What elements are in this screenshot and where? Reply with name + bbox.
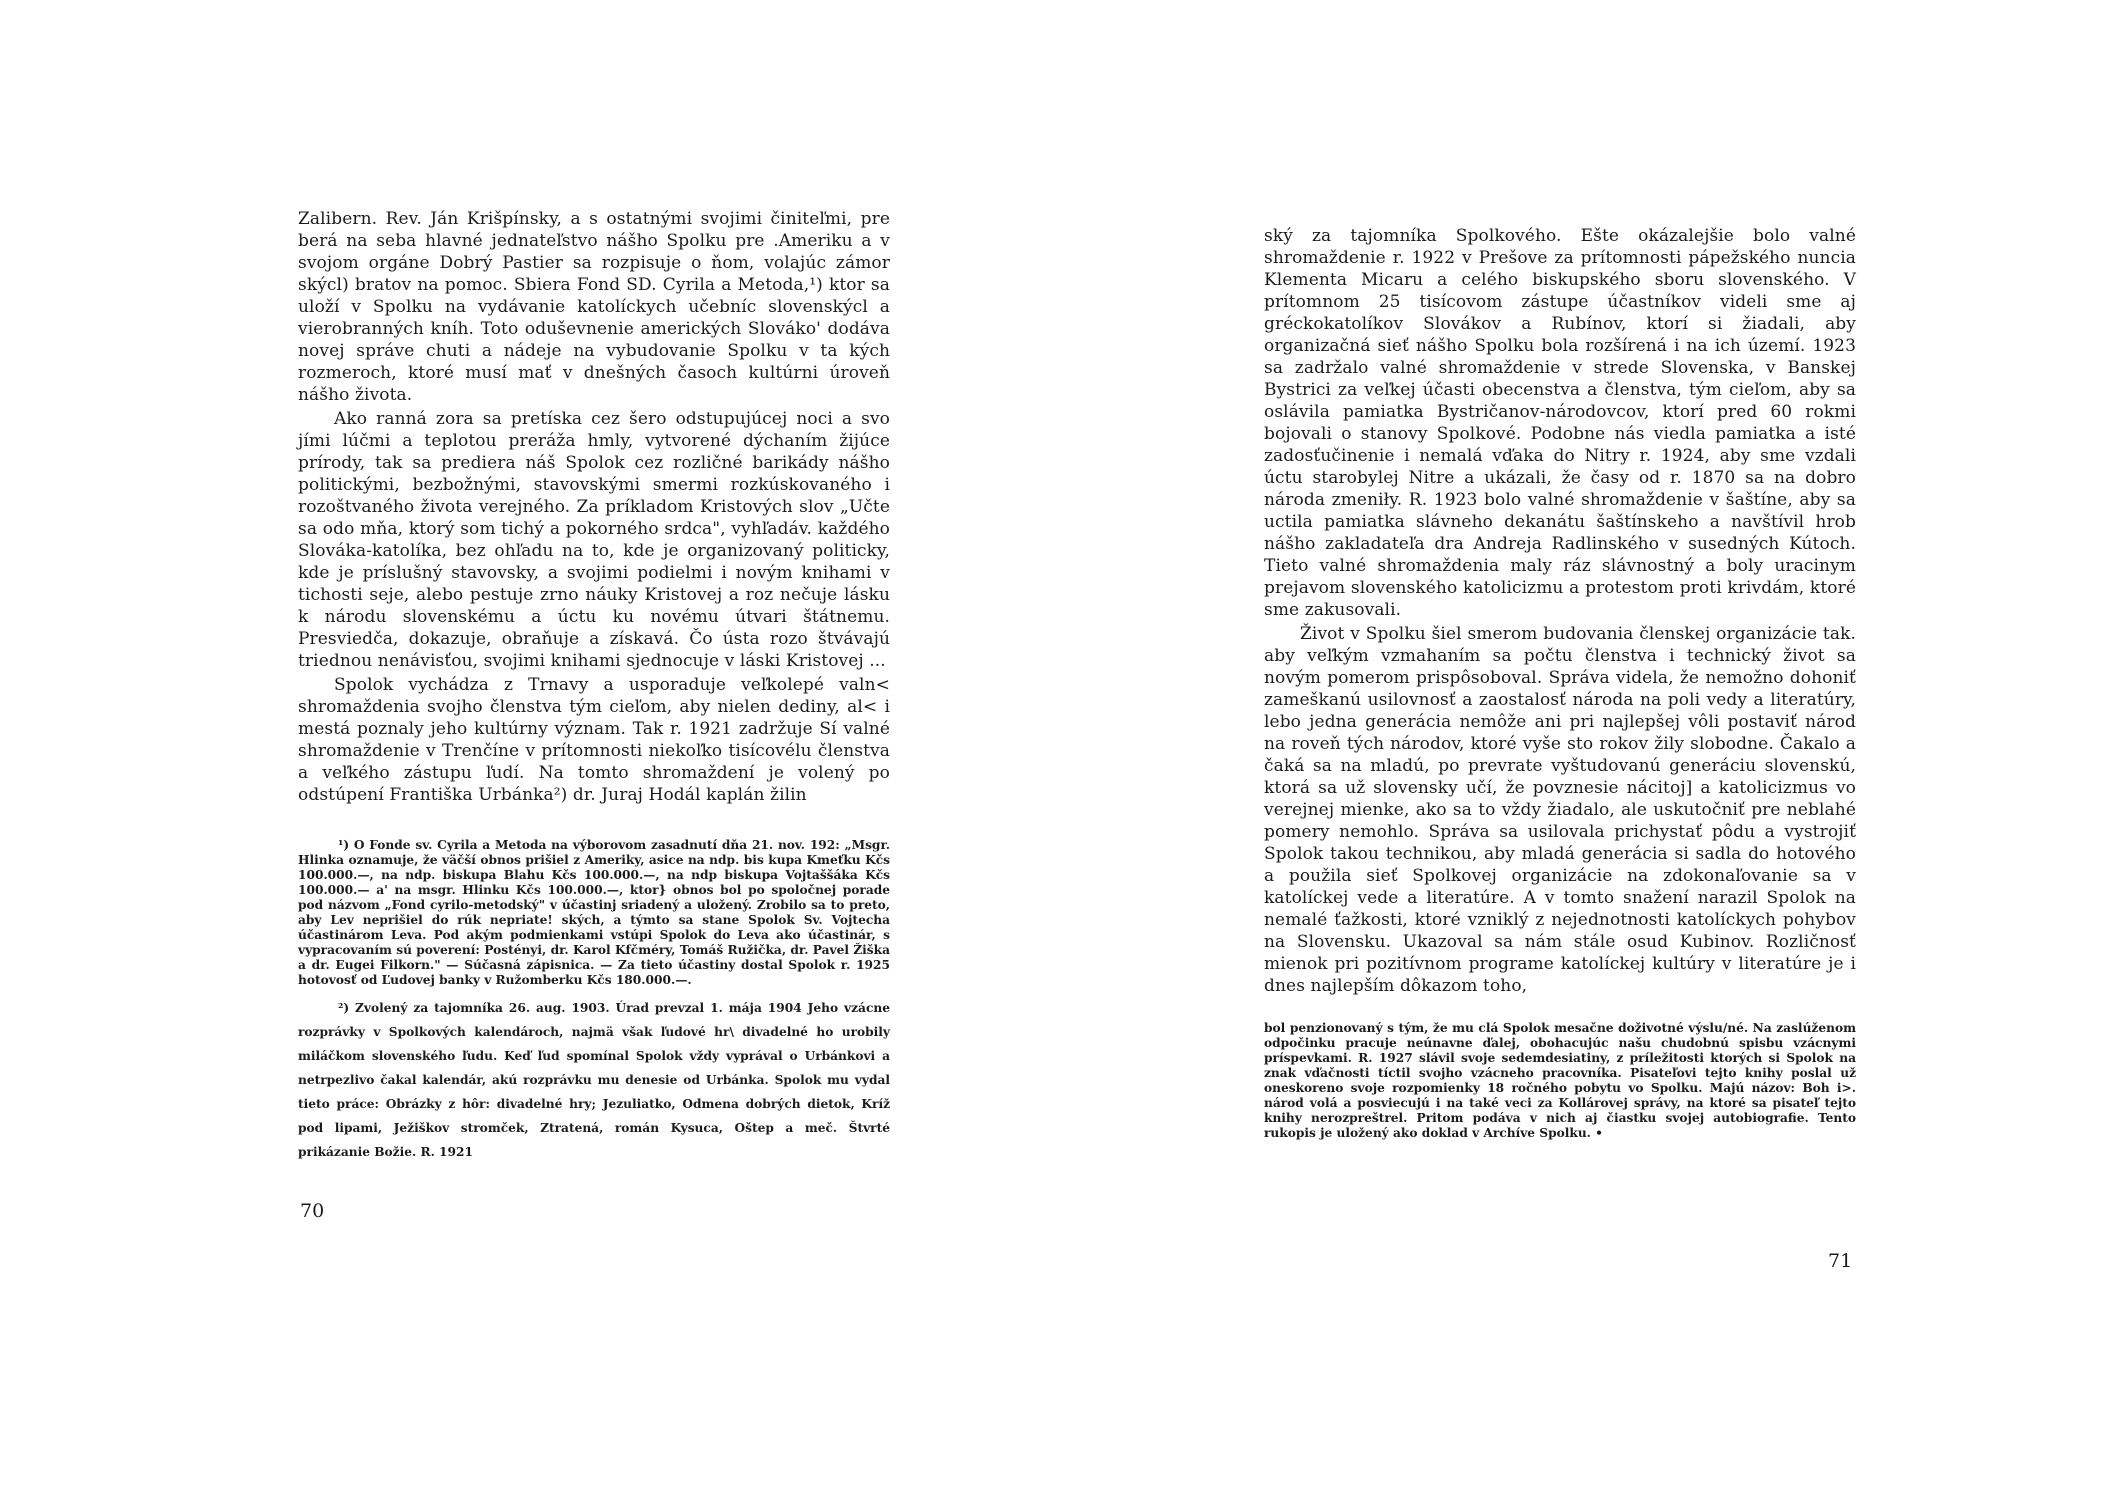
footnote-continued: bol penzionovaný s tým, že mu clá Spolok mesačne doživotné výslu/né. Na zaslúženom odpočinku pracuje neúnavne ďalej, obohacujúc našu chudobnú spisbu vzácnymi príspevkami. R. 1927 slávil svoje sedemdesiatiny, z príležitosti ktorých si Spolok na znak vďačnosti tíctil svojho vzácneho pracovníka. Pisateľovi tejto knihy poslal už oneskoreno svoje rozpomienky 18 ročného pobytu vo Spolku. Majú názov: Boh i>. národ volá a posviecujú i na také veci za Kollárovej správy, na ktoré sa pisateľ tejto knihy nerozpreštrel. Pritom podáva v nich aj čiastku svojej autobiografie. Tento rukopis je uložený ako doklad v Archíve Spolku. •: [1264, 1021, 1856, 1140]
paragraph: Ako ranná zora sa pretíska cez šero odstupujúcej noci a svo jími lúčmi a teplotou preráža hmly, vytvorené dýchaním žijúce prírody, tak sa prediera náš Spolok cez rozličné barikády nášho politickými, bezbožnými, stavovskými smermi rozkúskovaného i rozoštvaného života verejného. Za príkladom Kristových slov „Učte sa odo mňa, ktorý som tichý a pokorného srdca", vyhľadáv. každého Slováka-katolíka, bez ohľadu na to, kde je organizovaný politicky, kde je príslušný stavovsky, a svojimi podielmi i novým knihami v tichosti seje, alebo pestuje zrno náuky Kristovej a roz nečuje lásku k národu slovenskému a úctu ku novému útvari štátnemu. Presviedča, dokazuje, obraňuje a získavá. Čo ústa rozo štvávajú triednou nenávisťou, svojimi knihami sjednocuje v láski Kristovej ...: [298, 409, 890, 671]
paragraph: Život v Spolku šiel smerom budovania členskej organizácie tak. aby veľkým vzmahaním sa počtu členstva i technický život sa novým pomerom prispôsoboval. Správa videla, že nemožno dohoniť zameškanú usilovnosť a zaostalosť národa na poli vedy a literatúry, lebo jedna generácia nemôže ani pri najlepšej vôli postaviť národ na roveň tých národov, ktoré vyše sto rokov žily slobodne. Čakalo a čaká sa na mladú, po prevrate vyštudovanú generáciu slovenskú, ktorá sa už slovensky učí, že povznesie nácitoj] a katolicizmus vo verejnej mienke, ako sa to vždy žiadalo, ale uskutočniť pre neblahé pomery nemohlo. Správa sa usilovala prichystať pôdu a vystrojiť Spolok takou technikou, aby mladá generácia si sadla do hotového a použila sieť Spolkovej organizácie na zdokonaľovanie sa v katolíckej vede a literatúre. A v tomto snažení narazil Spolok na nemalé ťažkosti, ktoré vzniklý z nejednotnosti katolíckych pohybov na Slovensku. Ukazoval sa nám stále osud Kubinov. Rozličnosť mienok pri pozitívnom programe katolíckej kultúry v literatúre je i dnes najlepším dôkazom toho,: [1264, 624, 1856, 996]
paragraph: Zalibern. Rev. Ján Krišpínsky, a s ostatnými svojimi činiteľmi, pre berá na seba hlavné jednateľstvo nášho Spolku pre .Ameriku a v svojom orgáne Dobrý Pastier sa rozpisuje o ňom, volajúc zámor skýcl) bratov na pomoc. Sbiera Fond SD. Cyrila a Metoda,¹) ktor sa uloží v Spolku na vydávanie katolíckych učebníc slovenskýcl a vierobranných kníh. Toto oduševnenie amerických Slováko' dodáva novej správe chuti a nádeje na vybudovanie Spolku v ta kých rozmeroch, ktoré musí mať v dnešných časoch kultúrni úroveň nášho života.: [298, 209, 890, 405]
page-number-right: 71: [1828, 1250, 1853, 1272]
footnote-1: ¹) O Fonde sv. Cyrila a Metoda na výborovom zasadnutí dňa 21. nov. 192: „Msgr. Hlinka oznamuje, že väčší obnos prišiel z Ameriky, asice na ndp. bis kupa Kmeťku Kčs 100.000.—, na ndp. biskupa Blahu Kčs 100.000.—, na ndp biskupa Vojtaššáka Kčs 100.000.— a' na msgr. Hlinku Kčs 100.000.—, ktor} obnos bol po spoločnej porade pod názvom „Fond cyrilo-metodský" v účastinj sriadený a uložený. Zrobilo sa to preto, aby Lev neprišiel do rúk nepriate! ských, a týmto sa stane Spolok Sv. Vojtecha účastinárom Leva. Pod akým podmienkami vstúpi Spolok do Leva ako účastinár, s vypracovaním sú poverení: Postényi, dr. Karol Kfčméry, Tomáš Ružička, dr. Pavel Žiška a dr. Eugei Filkorn." — Súčasná zápisnica. — Za tieto účastiny dostal Spolok r. 1925 hotovosť od Ľudovej banky v Ružomberku Kčs 180.000.—.: [298, 838, 890, 987]
right-page: [1264, 225, 1856, 1141]
paragraph: ský za tajomníka Spolkového. Ešte okázalejšie bolo valné shromaždenie r. 1922 v Prešove za prítomnosti pápežského nuncia Klementa Micaru a celého biskupského sboru slovenského. V prítomnom 25 tisícovom zástupe účastníkov videli sme aj gréckokatolíkov Slovákov a Rubínov, ktorí si žiadali, aby organizačná sieť nášho Spolku bola rozšírená i na ich území. 1923 sa zadržalo valné shromaždenie v strede Slovenska, v Banskej Bystrici za veľkej účasti obecenstva a členstva, tým cieľom, aby sa oslávila pamiatka Bystričanov-národovcov, ktorí pred 60 rokmi bojovali o stanovy Spolkové. Podobne nás viedla pamiatka a isté zadosťučinenie i nemalá vďaka do Nitry r. 1924, aby sme vzdali úctu starobylej Nitre a ukázali, že časy od r. 1870 sa na dobro národa zmeniły. R. 1923 bolo valné shromaždenie v šaštíne, aby sa uctila pamiatka slávneho dekanátu šaštínskeho a navštívil hrob nášho zakladateľa dra Andreja Radlinského v susedných Kútoch. Tieto valné shromaždenia maly ráz slávnostný a boly uracinym prejavom slovenského katolicizmu a protestom proti krivdám, ktoré sme zakusovali.: [1264, 226, 1856, 620]
left-footnotes: [298, 838, 890, 1164]
right-body-text: [1264, 225, 1856, 997]
page-number-left: 70: [300, 1200, 325, 1222]
paragraph: Spolok vychádza z Trnavy a usporaduje veľkolepé valn< shromaždenia svojho členstva tým cieľom, aby nielen dediny, al< i mestá poznaly jeho kultúrny význam. Tak r. 1921 zadržuje Sí valné shromaždenie v Trenčíne v prítomnosti niekoľko tisícovélu členstva a veľkého zástupu ľudí. Na tomto shromaždení je volený po odstúpení Františka Urbánka²) dr. Juraj Hodál kaplán žilin: [298, 675, 890, 805]
left-page: [298, 208, 890, 1172]
left-body-text: [298, 208, 890, 806]
footnote-2: ²) Zvolený za tajomníka 26. aug. 1903. Úrad prevzal 1. mája 1904 Jeho vzácne rozprávky v Spolkových kalendároch, najmä však ľudové hr\ divadelné ho urobily miláčkom slovenského ľudu. Keď ľud spomínal Spolok vždy vyprával o Urbánkovi a netrpezlivo čakal kalendár, akú rozprávku mu denesie od Urbánka. Spolok mu vydal tieto práce: Obrázky z hôr: divadelné hry; Jezuliatko, Odmena dobrých dietok, Kríž pod lipami, Ježiškov stromček, Ztratená, román Kysuca, Oštep a meč. Štvrté prikázanie Božie. R. 1921: [298, 1001, 890, 1159]
